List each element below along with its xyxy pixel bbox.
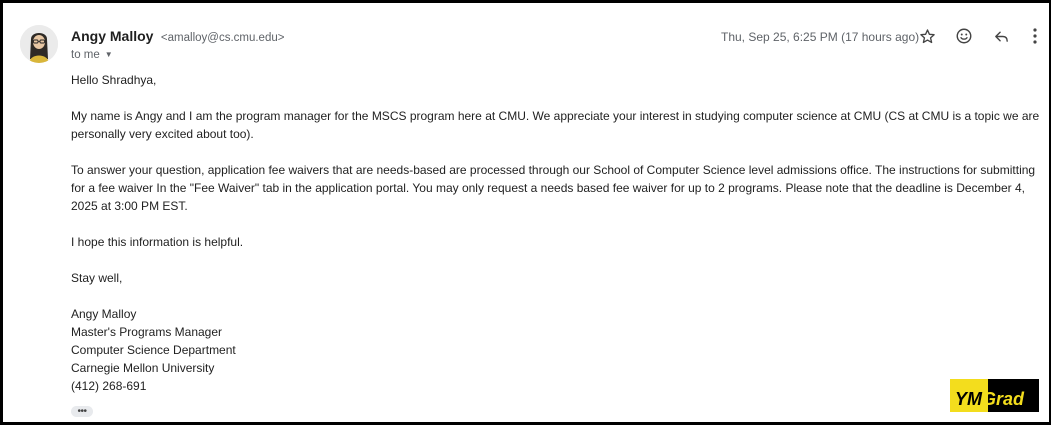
- star-button[interactable]: [914, 23, 940, 49]
- caret-down-icon: ▼: [104, 50, 113, 59]
- watermark-text: [955, 388, 1024, 410]
- emoji-reaction-icon: [955, 27, 973, 45]
- show-trimmed-content-button[interactable]: •••: [71, 406, 93, 417]
- recipient-details-toggle[interactable]: [71, 47, 113, 63]
- avatar-image: [20, 25, 58, 63]
- greeting: Hello Shradhya,: [71, 73, 157, 87]
- recipient-label: to me: [71, 49, 100, 61]
- add-reaction-button[interactable]: [951, 23, 977, 49]
- reply-icon: [993, 28, 1010, 45]
- star-icon: [919, 28, 936, 45]
- signature-title: Master's Programs Manager: [71, 325, 223, 339]
- ymgrad-watermark-logo: [950, 379, 1039, 412]
- signature-university: Carnegie Mellon University: [71, 361, 215, 375]
- sender-name[interactable]: Angy Malloy: [71, 28, 154, 44]
- signature: [71, 305, 1046, 395]
- watermark-grad: Grad: [982, 389, 1025, 409]
- more-vert-icon: [1032, 27, 1038, 45]
- paragraph-intro: My name is Angy and I am the program manager for the MSCS program here at CMU. We appreciate your interest in studying computer science at CMU (CS at CMU is a topic we are personally very excited about too).: [71, 109, 1040, 141]
- more-options-button[interactable]: [1024, 23, 1046, 49]
- reply-button[interactable]: [988, 23, 1014, 49]
- paragraph-fee-waiver: To answer your question, application fee waivers that are needs-based are processed through our School of Computer Science level admissions office. The instructions for submitting for a fee waiver In the "Fee Waiver" tab in the application portal. You may only request a needs based fee waiver for up to 2 programs. Please note that the deadline is December 4, 2025 at 3:00 PM EST.: [71, 163, 1036, 213]
- sender-avatar[interactable]: [20, 25, 58, 63]
- sender-email[interactable]: <amalloy@cs.cmu.edu>: [160, 32, 285, 44]
- message-body: [71, 71, 1046, 395]
- paragraph-helpful: I hope this information is helpful.: [71, 235, 244, 249]
- message-timestamp: Thu, Sep 25, 6:25 PM (17 hours ago): [721, 30, 920, 44]
- sender-line: [71, 27, 284, 47]
- closing: Stay well,: [71, 271, 123, 285]
- signature-phone: (412) 268-691: [71, 379, 147, 393]
- signature-name: Angy Malloy: [71, 307, 137, 321]
- watermark-ym: YM: [955, 389, 982, 409]
- signature-department: Computer Science Department: [71, 343, 236, 357]
